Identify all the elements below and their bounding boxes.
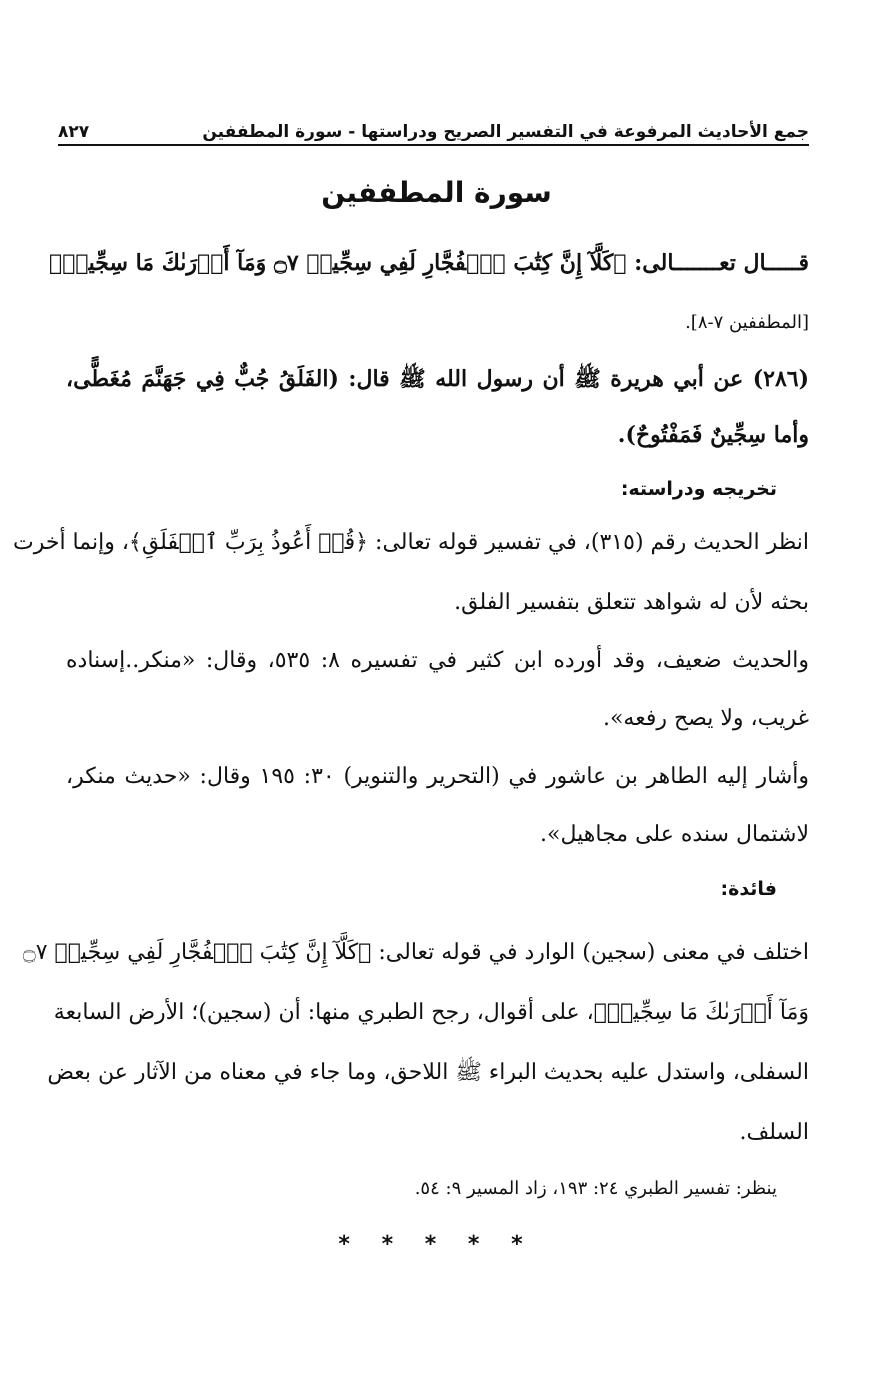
- faida-line-3: السفلى، واستدل عليه بحديث البراء ﷺ اللاحق، وما جاء في معناه من الآثار عن بعض: [47, 1060, 809, 1085]
- page-number: ٨٢٧: [58, 122, 90, 142]
- takhrij-p1-line-2: بحثه لأن له شواهد تتعلق بتفسير الفلق.: [454, 590, 809, 615]
- faida-line-2: وَمَآ أَدۡرَىٰكَ مَا سِجِّينٞ﴾، على أقوال، رجح الطبري منها: أن (سجين)؛ الأرض السابعة: [53, 1000, 809, 1025]
- takhrij-p1-line-1: انظر الحديث رقم (٣١٥)، في تفسير قوله تعالى: ﴿قُلۡ أَعُوذُ بِرَبِّ ٱلۡفَلَقِ﴾، وإنما أخرت: [13, 530, 809, 555]
- verse-reference: [المطففين ٧-٨].: [685, 312, 809, 333]
- hadith-line-1: (٢٨٦) عن أبي هريرة ﷺ أن رسول الله ﷺ قال: (الفَلَقُ جُبٌّ فِي جَهَنَّمَ مُغَطًّى،: [66, 366, 809, 392]
- faida-heading: فائدة:: [720, 878, 777, 900]
- hadith-line-2: وأما سِجِّينٌ فَمَفْتُوحٌ).: [617, 422, 809, 448]
- running-title: جمع الأحاديث المرفوعة في التفسير الصريح ودراستها - سورة المطففين: [202, 122, 809, 142]
- takhrij-p2-line-1: والحديث ضعيف، وقد أورده ابن كثير في تفسيره ٨: ٥٣٥، وقال: «منكر..إسناده: [66, 648, 809, 673]
- running-header: [58, 112, 809, 142]
- takhrij-p3-line-2: لاشتمال سنده على مجاهيل».: [540, 822, 809, 847]
- takhrij-p3-line-1: وأشار إليه الطاهر بن عاشور في (التحرير والتنوير) ٣٠: ١٩٥ وقال: «حديث منكر،: [66, 764, 809, 789]
- surah-title: سورة المطففين: [321, 176, 552, 209]
- takhrij-heading: تخريجه ودراسته:: [620, 478, 777, 500]
- verse-line-1: قـــــال تعـــــــالى: ﴿كَلَّآ إِنَّ كِتَٰبَ ٱلۡفُجَّارِ لَفِي سِجِّينٖ ۝٧ وَمَآ أَدۡرَىٰكَ مَا سِجِّينٞ﴾: [49, 250, 809, 276]
- takhrij-p2-line-2: غريب، ولا يصح رفعه».: [602, 706, 809, 731]
- header-rule: [58, 144, 809, 146]
- section-separator: * * * * *: [338, 1232, 535, 1257]
- faida-line-1: اختلف في معنى (سجين) الوارد في قوله تعالى: ﴿كَلَّآ إِنَّ كِتَٰبَ ٱلۡفُجَّارِ لَفِي سِجِّينٖ ۝٧: [22, 940, 809, 965]
- faida-source-note: ينظر: تفسير الطبري ٢٤: ١٩٣، زاد المسير ٩: ٥٤.: [414, 1178, 777, 1199]
- faida-line-4: السلف.: [739, 1120, 809, 1145]
